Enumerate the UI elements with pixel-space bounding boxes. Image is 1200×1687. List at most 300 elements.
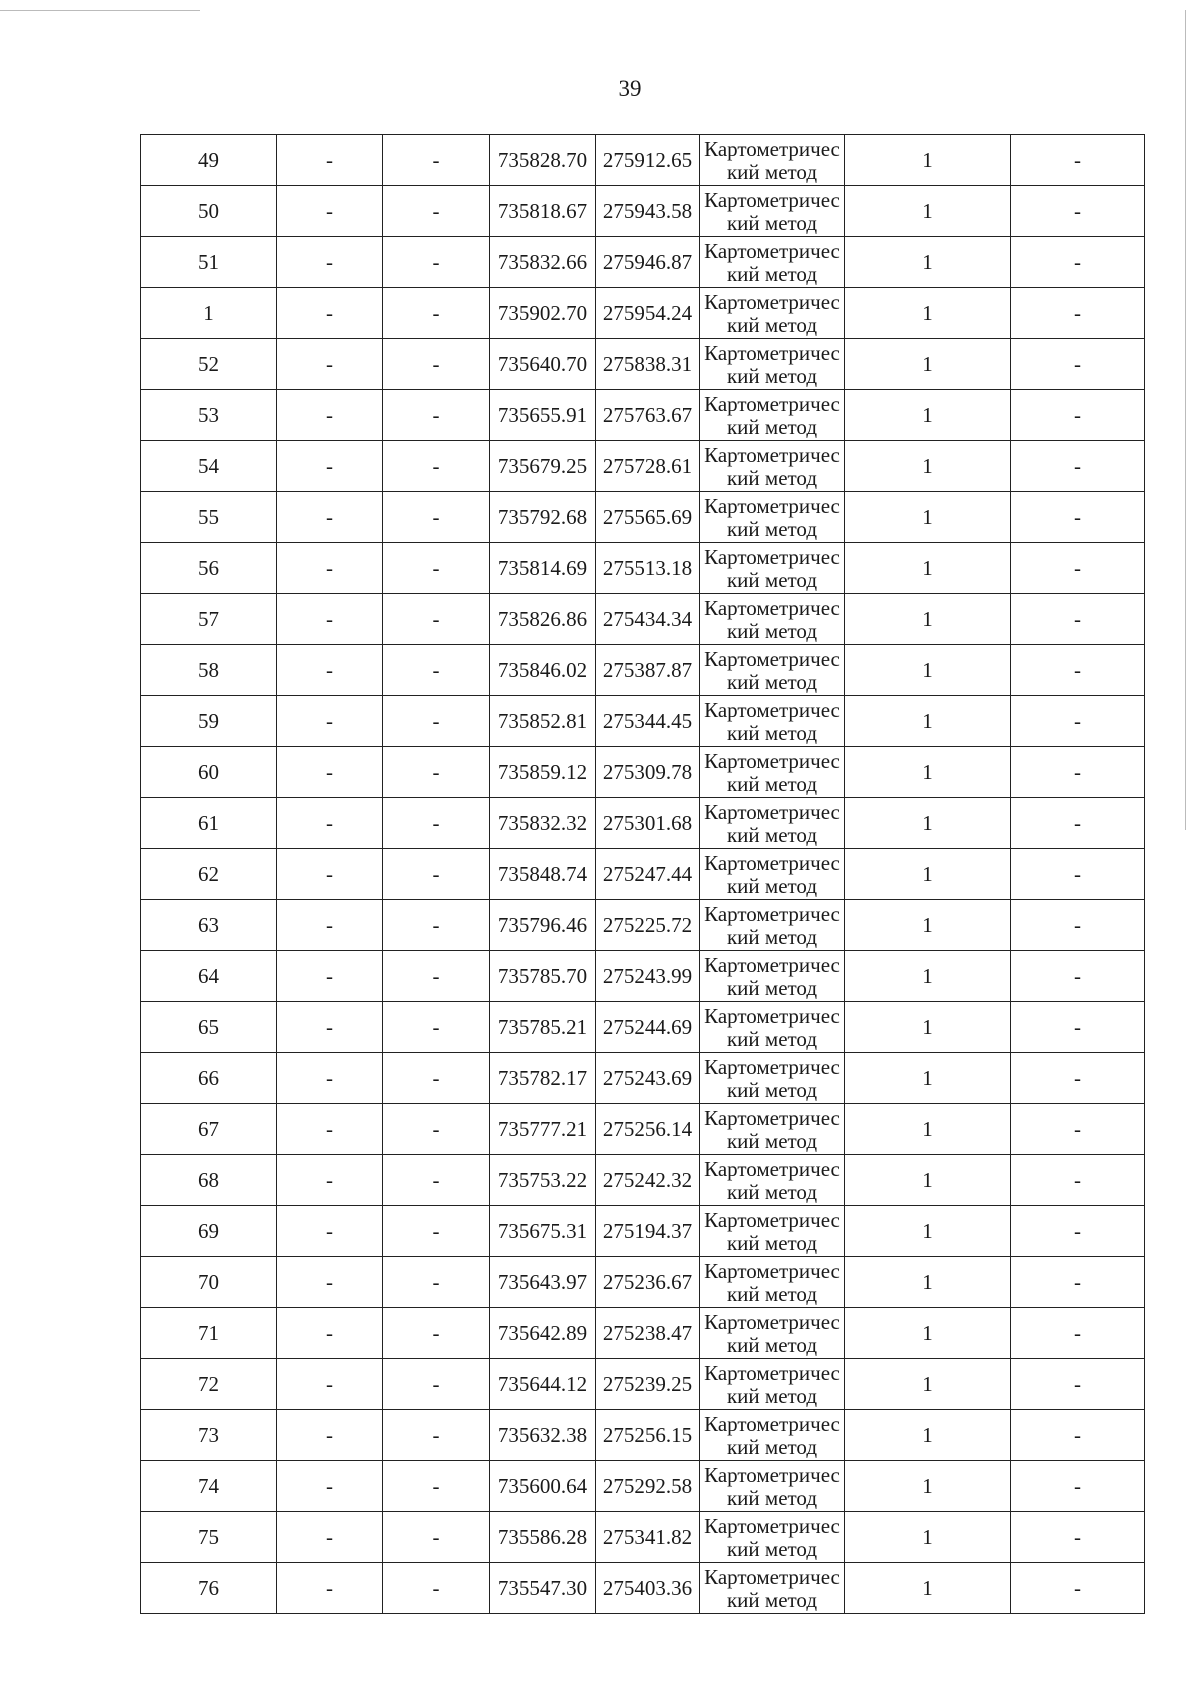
scan-artifact-line xyxy=(0,10,200,11)
y-coordinate-cell: 275943.58 xyxy=(596,186,700,237)
method-text-line: кий метод xyxy=(726,517,818,541)
table-row xyxy=(141,849,1145,900)
dash-cell: - xyxy=(383,1308,490,1359)
method-cell xyxy=(700,849,845,900)
point-number-cell: 61 xyxy=(141,798,277,849)
table-row xyxy=(141,1359,1145,1410)
method-cell xyxy=(700,1308,845,1359)
method-text-line: Картометричес xyxy=(704,902,840,926)
table-row xyxy=(141,951,1145,1002)
precision-cell: 1 xyxy=(845,1563,1011,1614)
y-coordinate-cell: 275301.68 xyxy=(596,798,700,849)
method-cell xyxy=(700,1155,845,1206)
coordinates-table xyxy=(140,134,1145,1614)
method-text-line: Картометричес xyxy=(704,1361,840,1385)
point-number-cell: 1 xyxy=(141,288,277,339)
point-number-cell: 69 xyxy=(141,1206,277,1257)
method-text-line: Картометричес xyxy=(704,1412,840,1436)
table-row xyxy=(141,1053,1145,1104)
dash-cell: - xyxy=(1011,237,1145,288)
dash-cell: - xyxy=(277,1002,383,1053)
precision-cell: 1 xyxy=(845,1410,1011,1461)
dash-cell: - xyxy=(277,798,383,849)
method-text-line: кий метод xyxy=(726,772,818,796)
method-text-line: Картометричес xyxy=(704,494,840,518)
dash-cell: - xyxy=(277,1308,383,1359)
method-text-line: Картометричес xyxy=(704,698,840,722)
method-cell xyxy=(700,1206,845,1257)
method-cell xyxy=(700,186,845,237)
dash-cell: - xyxy=(383,1104,490,1155)
method-text-line: кий метод xyxy=(726,1129,818,1153)
y-coordinate-cell: 275403.36 xyxy=(596,1563,700,1614)
y-coordinate-cell: 275256.14 xyxy=(596,1104,700,1155)
y-coordinate-cell: 275292.58 xyxy=(596,1461,700,1512)
method-text-line: Картометричес xyxy=(704,1157,840,1181)
method-text-line: Картометричес xyxy=(704,1004,840,1028)
point-number-cell: 54 xyxy=(141,441,277,492)
x-coordinate-cell: 735642.89 xyxy=(490,1308,596,1359)
y-coordinate-cell: 275247.44 xyxy=(596,849,700,900)
method-text-line: кий метод xyxy=(726,1435,818,1459)
method-cell xyxy=(700,1359,845,1410)
dash-cell: - xyxy=(277,1257,383,1308)
dash-cell: - xyxy=(1011,135,1145,186)
table-row xyxy=(141,1410,1145,1461)
dash-cell: - xyxy=(277,1206,383,1257)
method-text-line: Картометричес xyxy=(704,545,840,569)
method-cell xyxy=(700,543,845,594)
x-coordinate-cell: 735828.70 xyxy=(490,135,596,186)
dash-cell: - xyxy=(1011,900,1145,951)
x-coordinate-cell: 735785.21 xyxy=(490,1002,596,1053)
method-text-line: Картометричес xyxy=(704,1055,840,1079)
precision-cell: 1 xyxy=(845,339,1011,390)
method-cell xyxy=(700,1512,845,1563)
method-text-line: кий метод xyxy=(726,568,818,592)
method-text-line: кий метод xyxy=(726,976,818,1000)
y-coordinate-cell: 275236.67 xyxy=(596,1257,700,1308)
method-text-line: кий метод xyxy=(726,721,818,745)
dash-cell: - xyxy=(383,849,490,900)
x-coordinate-cell: 735600.64 xyxy=(490,1461,596,1512)
dash-cell: - xyxy=(277,696,383,747)
method-text-line: Картометричес xyxy=(704,188,840,212)
y-coordinate-cell: 275242.32 xyxy=(596,1155,700,1206)
method-cell xyxy=(700,747,845,798)
dash-cell: - xyxy=(383,492,490,543)
dash-cell: - xyxy=(1011,492,1145,543)
dash-cell: - xyxy=(1011,951,1145,1002)
y-coordinate-cell: 275387.87 xyxy=(596,645,700,696)
dash-cell: - xyxy=(277,1410,383,1461)
method-text-line: кий метод xyxy=(726,313,818,337)
method-cell xyxy=(700,288,845,339)
dash-cell: - xyxy=(383,288,490,339)
dash-cell: - xyxy=(1011,1104,1145,1155)
method-text-line: кий метод xyxy=(726,1078,818,1102)
point-number-cell: 67 xyxy=(141,1104,277,1155)
method-cell xyxy=(700,798,845,849)
dash-cell: - xyxy=(1011,1308,1145,1359)
method-text-line: Картометричес xyxy=(704,341,840,365)
y-coordinate-cell: 275946.87 xyxy=(596,237,700,288)
y-coordinate-cell: 275244.69 xyxy=(596,1002,700,1053)
x-coordinate-cell: 735547.30 xyxy=(490,1563,596,1614)
method-text-line: кий метод xyxy=(726,1537,818,1561)
precision-cell: 1 xyxy=(845,1104,1011,1155)
point-number-cell: 51 xyxy=(141,237,277,288)
dash-cell: - xyxy=(1011,696,1145,747)
table-row xyxy=(141,492,1145,543)
x-coordinate-cell: 735796.46 xyxy=(490,900,596,951)
x-coordinate-cell: 735586.28 xyxy=(490,1512,596,1563)
dash-cell: - xyxy=(1011,1359,1145,1410)
precision-cell: 1 xyxy=(845,441,1011,492)
table-row xyxy=(141,1257,1145,1308)
method-cell xyxy=(700,339,845,390)
dash-cell: - xyxy=(277,288,383,339)
table-row xyxy=(141,135,1145,186)
dash-cell: - xyxy=(1011,186,1145,237)
x-coordinate-cell: 735832.32 xyxy=(490,798,596,849)
x-coordinate-cell: 735777.21 xyxy=(490,1104,596,1155)
page-number: 39 xyxy=(618,76,642,101)
x-coordinate-cell: 735852.81 xyxy=(490,696,596,747)
method-text-line: Картометричес xyxy=(704,137,840,161)
x-coordinate-cell: 735753.22 xyxy=(490,1155,596,1206)
x-coordinate-cell: 735832.66 xyxy=(490,237,596,288)
precision-cell: 1 xyxy=(845,543,1011,594)
precision-cell: 1 xyxy=(845,288,1011,339)
method-text-line: Картометричес xyxy=(704,953,840,977)
point-number-cell: 68 xyxy=(141,1155,277,1206)
method-cell xyxy=(700,1104,845,1155)
table-row xyxy=(141,645,1145,696)
dash-cell: - xyxy=(277,492,383,543)
precision-cell: 1 xyxy=(845,696,1011,747)
dash-cell: - xyxy=(1011,441,1145,492)
point-number-cell: 59 xyxy=(141,696,277,747)
dash-cell: - xyxy=(277,1563,383,1614)
y-coordinate-cell: 275954.24 xyxy=(596,288,700,339)
scan-artifact-line xyxy=(1185,10,1186,830)
precision-cell: 1 xyxy=(845,1359,1011,1410)
x-coordinate-cell: 735782.17 xyxy=(490,1053,596,1104)
dash-cell: - xyxy=(1011,1155,1145,1206)
point-number-cell: 65 xyxy=(141,1002,277,1053)
y-coordinate-cell: 275243.99 xyxy=(596,951,700,1002)
dash-cell: - xyxy=(277,951,383,1002)
method-cell xyxy=(700,900,845,951)
method-text-line: кий метод xyxy=(726,1486,818,1510)
dash-cell: - xyxy=(1011,339,1145,390)
y-coordinate-cell: 275513.18 xyxy=(596,543,700,594)
method-text-line: кий метод xyxy=(726,1384,818,1408)
x-coordinate-cell: 735814.69 xyxy=(490,543,596,594)
dash-cell: - xyxy=(383,237,490,288)
table-row xyxy=(141,1512,1145,1563)
table-row xyxy=(141,1206,1145,1257)
method-cell xyxy=(700,492,845,543)
method-text-line: Картометричес xyxy=(704,851,840,875)
dash-cell: - xyxy=(277,1359,383,1410)
dash-cell: - xyxy=(383,1257,490,1308)
dash-cell: - xyxy=(383,1461,490,1512)
table-body xyxy=(141,135,1145,1614)
precision-cell: 1 xyxy=(845,849,1011,900)
method-text-line: кий метод xyxy=(726,415,818,439)
dash-cell: - xyxy=(1011,1410,1145,1461)
dash-cell: - xyxy=(1011,798,1145,849)
dash-cell: - xyxy=(383,1410,490,1461)
precision-cell: 1 xyxy=(845,135,1011,186)
point-number-cell: 62 xyxy=(141,849,277,900)
precision-cell: 1 xyxy=(845,594,1011,645)
point-number-cell: 53 xyxy=(141,390,277,441)
dash-cell: - xyxy=(383,186,490,237)
dash-cell: - xyxy=(1011,1002,1145,1053)
point-number-cell: 73 xyxy=(141,1410,277,1461)
dash-cell: - xyxy=(383,390,490,441)
y-coordinate-cell: 275763.67 xyxy=(596,390,700,441)
point-number-cell: 58 xyxy=(141,645,277,696)
point-number-cell: 75 xyxy=(141,1512,277,1563)
x-coordinate-cell: 735846.02 xyxy=(490,645,596,696)
dash-cell: - xyxy=(383,951,490,1002)
method-text-line: кий метод xyxy=(726,466,818,490)
method-text-line: кий метод xyxy=(726,619,818,643)
point-number-cell: 55 xyxy=(141,492,277,543)
method-cell xyxy=(700,696,845,747)
method-text-line: Картометричес xyxy=(704,596,840,620)
precision-cell: 1 xyxy=(845,1155,1011,1206)
dash-cell: - xyxy=(1011,747,1145,798)
table-row xyxy=(141,441,1145,492)
table-row xyxy=(141,390,1145,441)
precision-cell: 1 xyxy=(845,900,1011,951)
method-cell xyxy=(700,390,845,441)
precision-cell: 1 xyxy=(845,390,1011,441)
point-number-cell: 64 xyxy=(141,951,277,1002)
method-cell xyxy=(700,1053,845,1104)
dash-cell: - xyxy=(383,441,490,492)
y-coordinate-cell: 275309.78 xyxy=(596,747,700,798)
table-row xyxy=(141,1563,1145,1614)
precision-cell: 1 xyxy=(845,645,1011,696)
method-text-line: Картометричес xyxy=(704,443,840,467)
precision-cell: 1 xyxy=(845,747,1011,798)
method-cell xyxy=(700,237,845,288)
precision-cell: 1 xyxy=(845,1206,1011,1257)
method-text-line: Картометричес xyxy=(704,1310,840,1334)
dash-cell: - xyxy=(383,1206,490,1257)
point-number-cell: 76 xyxy=(141,1563,277,1614)
dash-cell: - xyxy=(383,1359,490,1410)
dash-cell: - xyxy=(277,186,383,237)
y-coordinate-cell: 275728.61 xyxy=(596,441,700,492)
method-text-line: кий метод xyxy=(726,1180,818,1204)
method-text-line: кий метод xyxy=(726,1027,818,1051)
dash-cell: - xyxy=(277,237,383,288)
point-number-cell: 72 xyxy=(141,1359,277,1410)
table-row xyxy=(141,186,1145,237)
method-text-line: кий метод xyxy=(726,262,818,286)
precision-cell: 1 xyxy=(845,1053,1011,1104)
x-coordinate-cell: 735792.68 xyxy=(490,492,596,543)
dash-cell: - xyxy=(1011,1257,1145,1308)
table-row xyxy=(141,696,1145,747)
dash-cell: - xyxy=(1011,594,1145,645)
table-row xyxy=(141,237,1145,288)
y-coordinate-cell: 275912.65 xyxy=(596,135,700,186)
dash-cell: - xyxy=(1011,1206,1145,1257)
dash-cell: - xyxy=(383,1512,490,1563)
table-row xyxy=(141,1002,1145,1053)
precision-cell: 1 xyxy=(845,186,1011,237)
dash-cell: - xyxy=(1011,1461,1145,1512)
x-coordinate-cell: 735632.38 xyxy=(490,1410,596,1461)
dash-cell: - xyxy=(383,645,490,696)
dash-cell: - xyxy=(277,1155,383,1206)
method-text-line: кий метод xyxy=(726,364,818,388)
x-coordinate-cell: 735644.12 xyxy=(490,1359,596,1410)
dash-cell: - xyxy=(277,441,383,492)
method-text-line: кий метод xyxy=(726,1231,818,1255)
dash-cell: - xyxy=(1011,390,1145,441)
x-coordinate-cell: 735818.67 xyxy=(490,186,596,237)
table-row xyxy=(141,798,1145,849)
point-number-cell: 50 xyxy=(141,186,277,237)
y-coordinate-cell: 275341.82 xyxy=(596,1512,700,1563)
y-coordinate-cell: 275243.69 xyxy=(596,1053,700,1104)
dash-cell: - xyxy=(1011,1563,1145,1614)
dash-cell: - xyxy=(1011,849,1145,900)
precision-cell: 1 xyxy=(845,1002,1011,1053)
dash-cell: - xyxy=(1011,1512,1145,1563)
precision-cell: 1 xyxy=(845,951,1011,1002)
precision-cell: 1 xyxy=(845,1257,1011,1308)
x-coordinate-cell: 735826.86 xyxy=(490,594,596,645)
dash-cell: - xyxy=(277,900,383,951)
x-coordinate-cell: 735675.31 xyxy=(490,1206,596,1257)
dash-cell: - xyxy=(277,747,383,798)
dash-cell: - xyxy=(383,339,490,390)
table-row xyxy=(141,339,1145,390)
method-text-line: кий метод xyxy=(726,823,818,847)
dash-cell: - xyxy=(383,135,490,186)
method-cell xyxy=(700,441,845,492)
dash-cell: - xyxy=(277,645,383,696)
x-coordinate-cell: 735785.70 xyxy=(490,951,596,1002)
dash-cell: - xyxy=(1011,645,1145,696)
method-text-line: Картометричес xyxy=(704,1463,840,1487)
method-text-line: Картометричес xyxy=(704,1259,840,1283)
dash-cell: - xyxy=(277,390,383,441)
x-coordinate-cell: 735640.70 xyxy=(490,339,596,390)
point-number-cell: 71 xyxy=(141,1308,277,1359)
precision-cell: 1 xyxy=(845,798,1011,849)
point-number-cell: 52 xyxy=(141,339,277,390)
method-cell xyxy=(700,1563,845,1614)
dash-cell: - xyxy=(383,900,490,951)
method-text-line: Картометричес xyxy=(704,392,840,416)
dash-cell: - xyxy=(277,1512,383,1563)
y-coordinate-cell: 275239.25 xyxy=(596,1359,700,1410)
precision-cell: 1 xyxy=(845,237,1011,288)
dash-cell: - xyxy=(277,594,383,645)
table-row xyxy=(141,900,1145,951)
point-number-cell: 49 xyxy=(141,135,277,186)
method-text-line: кий метод xyxy=(726,874,818,898)
dash-cell: - xyxy=(277,1053,383,1104)
y-coordinate-cell: 275565.69 xyxy=(596,492,700,543)
table-row xyxy=(141,1155,1145,1206)
precision-cell: 1 xyxy=(845,1512,1011,1563)
x-coordinate-cell: 735859.12 xyxy=(490,747,596,798)
method-text-line: кий метод xyxy=(726,670,818,694)
dash-cell: - xyxy=(1011,543,1145,594)
dash-cell: - xyxy=(383,798,490,849)
method-text-line: Картометричес xyxy=(704,800,840,824)
method-text-line: кий метод xyxy=(726,1588,818,1612)
x-coordinate-cell: 735655.91 xyxy=(490,390,596,441)
y-coordinate-cell: 275344.45 xyxy=(596,696,700,747)
method-cell xyxy=(700,594,845,645)
dash-cell: - xyxy=(383,1002,490,1053)
point-number-cell: 70 xyxy=(141,1257,277,1308)
table-row xyxy=(141,594,1145,645)
x-coordinate-cell: 735679.25 xyxy=(490,441,596,492)
point-number-cell: 74 xyxy=(141,1461,277,1512)
method-text-line: Картометричес xyxy=(704,1565,840,1589)
dash-cell: - xyxy=(277,135,383,186)
method-text-line: Картометричес xyxy=(704,290,840,314)
method-text-line: Картометричес xyxy=(704,749,840,773)
precision-cell: 1 xyxy=(845,1461,1011,1512)
method-text-line: кий метод xyxy=(726,1282,818,1306)
table-row xyxy=(141,1308,1145,1359)
x-coordinate-cell: 735643.97 xyxy=(490,1257,596,1308)
table-row xyxy=(141,288,1145,339)
method-text-line: кий метод xyxy=(726,160,818,184)
method-text-line: Картометричес xyxy=(704,1106,840,1130)
dash-cell: - xyxy=(277,849,383,900)
dash-cell: - xyxy=(1011,288,1145,339)
method-text-line: Картометричес xyxy=(704,1514,840,1538)
method-text-line: кий метод xyxy=(726,211,818,235)
method-text-line: Картометричес xyxy=(704,647,840,671)
dash-cell: - xyxy=(383,747,490,798)
dash-cell: - xyxy=(383,1053,490,1104)
table-row xyxy=(141,543,1145,594)
dash-cell: - xyxy=(383,543,490,594)
dash-cell: - xyxy=(277,1461,383,1512)
dash-cell: - xyxy=(277,1104,383,1155)
y-coordinate-cell: 275838.31 xyxy=(596,339,700,390)
dash-cell: - xyxy=(383,696,490,747)
x-coordinate-cell: 735848.74 xyxy=(490,849,596,900)
point-number-cell: 56 xyxy=(141,543,277,594)
y-coordinate-cell: 275194.37 xyxy=(596,1206,700,1257)
method-cell xyxy=(700,1002,845,1053)
point-number-cell: 66 xyxy=(141,1053,277,1104)
table-row xyxy=(141,1461,1145,1512)
y-coordinate-cell: 275238.47 xyxy=(596,1308,700,1359)
method-cell xyxy=(700,1461,845,1512)
method-cell xyxy=(700,1257,845,1308)
method-text-line: Картометричес xyxy=(704,1208,840,1232)
